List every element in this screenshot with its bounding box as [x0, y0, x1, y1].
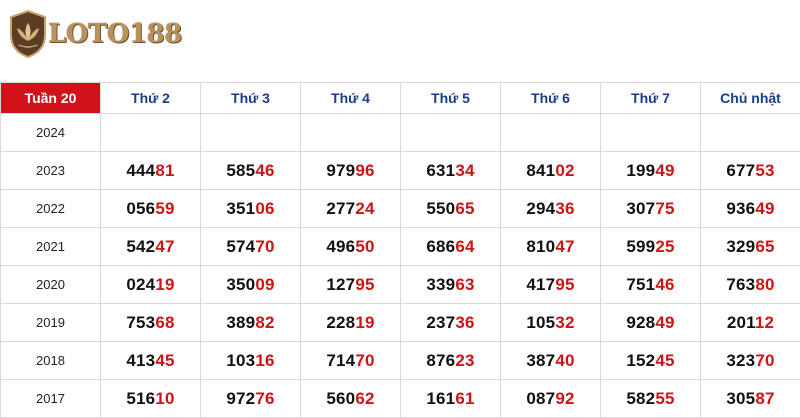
result-number [226, 313, 274, 332]
result-number-head: 087 [526, 389, 555, 408]
result-cell [501, 380, 601, 418]
result-number-head: 928 [626, 313, 655, 332]
result-number-head: 516 [126, 389, 155, 408]
result-cell [501, 114, 601, 152]
result-number-tail: 02 [555, 161, 574, 180]
result-number-head: 542 [126, 237, 155, 256]
result-number-head: 413 [126, 351, 155, 370]
year-cell: 2017 [1, 380, 101, 418]
result-number [726, 351, 774, 370]
result-number-tail: 62 [355, 389, 374, 408]
result-number [126, 161, 174, 180]
result-number-tail: 49 [755, 199, 774, 218]
result-cell [301, 380, 401, 418]
result-number-head: 277 [326, 199, 355, 218]
column-header: Chủ nhật [701, 83, 800, 114]
result-cell [601, 380, 701, 418]
result-number-tail: 49 [655, 313, 674, 332]
result-number-head: 127 [326, 275, 355, 294]
result-cell [501, 228, 601, 266]
result-cell [101, 342, 201, 380]
result-cell [601, 190, 701, 228]
result-cell [401, 380, 501, 418]
result-number [426, 351, 474, 370]
column-header: Thứ 3 [201, 83, 301, 114]
result-number-tail: 10 [155, 389, 174, 408]
result-number [126, 237, 174, 256]
result-number [727, 313, 774, 332]
result-number [426, 313, 474, 332]
result-number [126, 351, 174, 370]
result-cell [101, 304, 201, 342]
result-number-tail: 95 [555, 275, 574, 294]
result-number [526, 237, 574, 256]
result-cell [401, 342, 501, 380]
result-number-head: 228 [326, 313, 355, 332]
result-number-tail: 19 [355, 313, 374, 332]
result-cell [401, 152, 501, 190]
table-row [1, 380, 800, 418]
result-number-head: 323 [726, 351, 755, 370]
result-cell [101, 266, 201, 304]
result-number-head: 631 [426, 161, 455, 180]
result-number-head: 389 [226, 313, 255, 332]
result-number-tail: 70 [355, 351, 374, 370]
result-number-tail: 70 [755, 351, 774, 370]
result-number-tail: 34 [455, 161, 474, 180]
result-cell [301, 342, 401, 380]
year-cell: 2020 [1, 266, 101, 304]
result-number [726, 237, 774, 256]
result-number-tail: 40 [555, 351, 574, 370]
result-cell [101, 228, 201, 266]
result-cell [401, 266, 501, 304]
result-number [226, 237, 274, 256]
result-cell [401, 190, 501, 228]
result-number-tail: 95 [355, 275, 374, 294]
result-number-head: 810 [526, 237, 555, 256]
result-cell [701, 342, 800, 380]
result-number [626, 237, 674, 256]
result-number-tail: 76 [255, 389, 274, 408]
result-number-tail: 46 [255, 161, 274, 180]
result-number-head: 560 [326, 389, 355, 408]
result-number [226, 161, 274, 180]
result-number-tail: 25 [655, 237, 674, 256]
result-cell [201, 228, 301, 266]
result-number [526, 199, 574, 218]
result-number-tail: 47 [555, 237, 574, 256]
result-number-head: 417 [526, 275, 555, 294]
result-number [326, 199, 374, 218]
result-number-tail: 50 [355, 237, 374, 256]
result-number [426, 389, 474, 408]
result-number-tail: 36 [455, 313, 474, 332]
result-number [326, 237, 374, 256]
brand-logo[interactable] [8, 6, 182, 62]
result-number [126, 313, 174, 332]
result-number [726, 275, 774, 294]
result-cell [501, 304, 601, 342]
result-cell [601, 266, 701, 304]
result-number-head: 056 [126, 199, 155, 218]
result-cell [101, 114, 201, 152]
result-number [326, 351, 374, 370]
result-cell [501, 152, 601, 190]
result-cell [301, 266, 401, 304]
result-number-tail: 65 [455, 199, 474, 218]
result-number-head: 444 [126, 161, 155, 180]
result-number-head: 972 [226, 389, 255, 408]
result-number [526, 275, 574, 294]
result-number-head: 201 [727, 313, 755, 332]
result-cell [701, 190, 800, 228]
result-number-tail: 75 [655, 199, 674, 218]
column-header: Thứ 7 [601, 83, 701, 114]
result-cell [701, 380, 800, 418]
result-number-tail: 80 [755, 275, 774, 294]
year-cell: 2019 [1, 304, 101, 342]
result-cell [301, 190, 401, 228]
result-number-head: 307 [626, 199, 655, 218]
result-number-head: 329 [726, 237, 755, 256]
result-number-tail: 32 [555, 313, 574, 332]
result-number [226, 275, 274, 294]
result-number [526, 351, 574, 370]
result-cell [201, 342, 301, 380]
result-cell [701, 304, 800, 342]
result-cell [401, 304, 501, 342]
result-number-head: 574 [226, 237, 255, 256]
result-cell [301, 228, 401, 266]
result-number-head: 339 [426, 275, 455, 294]
result-number-head: 199 [626, 161, 655, 180]
result-number-tail: 65 [755, 237, 774, 256]
result-number-head: 103 [226, 351, 255, 370]
column-header: Thứ 5 [401, 83, 501, 114]
result-number-tail: 24 [355, 199, 374, 218]
result-cell [201, 266, 301, 304]
result-number [326, 275, 374, 294]
result-number-tail: 19 [155, 275, 174, 294]
result-number-head: 936 [726, 199, 755, 218]
result-cell [401, 228, 501, 266]
result-cell [601, 114, 701, 152]
result-number-head: 582 [626, 389, 655, 408]
result-number [626, 275, 674, 294]
result-number-tail: 23 [455, 351, 474, 370]
result-number-head: 305 [726, 389, 755, 408]
result-number-head: 876 [426, 351, 455, 370]
result-cell [101, 152, 201, 190]
result-cell [701, 266, 800, 304]
result-number-tail: 47 [155, 237, 174, 256]
result-number-head: 841 [526, 161, 555, 180]
result-number-tail: 92 [555, 389, 574, 408]
table-row [1, 304, 800, 342]
result-number [626, 199, 674, 218]
result-number [326, 389, 374, 408]
result-number [426, 161, 474, 180]
lotus-shield-icon [8, 9, 48, 59]
result-number [526, 389, 574, 408]
result-number-head: 979 [326, 161, 355, 180]
result-number-head: 351 [226, 199, 255, 218]
year-cell: 2021 [1, 228, 101, 266]
result-number [626, 313, 674, 332]
table-header-row [1, 83, 800, 114]
result-cell [601, 152, 701, 190]
result-number-tail: 96 [355, 161, 374, 180]
result-number-tail: 45 [155, 351, 174, 370]
column-header: Thứ 2 [101, 83, 201, 114]
result-cell [201, 114, 301, 152]
result-number [126, 199, 174, 218]
result-number [226, 199, 274, 218]
result-cell [601, 304, 701, 342]
result-number [326, 313, 374, 332]
result-cell [501, 342, 601, 380]
result-number-head: 753 [126, 313, 155, 332]
result-number [426, 199, 474, 218]
results-table [0, 82, 800, 418]
result-number-tail: 68 [155, 313, 174, 332]
table-body [1, 114, 800, 418]
result-number-head: 105 [526, 313, 555, 332]
result-number [426, 275, 474, 294]
result-number-head: 161 [426, 389, 455, 408]
result-number-tail: 36 [555, 199, 574, 218]
result-number-tail: 46 [655, 275, 674, 294]
result-number-tail: 61 [455, 389, 474, 408]
result-cell [701, 228, 800, 266]
result-number-head: 350 [226, 275, 255, 294]
result-cell [701, 152, 800, 190]
result-number-tail: 09 [255, 275, 274, 294]
result-number-head: 237 [426, 313, 455, 332]
result-number [426, 237, 474, 256]
result-number-head: 686 [426, 237, 455, 256]
result-number-tail: 55 [655, 389, 674, 408]
result-number-head: 024 [126, 275, 155, 294]
result-cell [401, 114, 501, 152]
result-cell [201, 304, 301, 342]
result-number [626, 389, 674, 408]
result-cell [501, 190, 601, 228]
result-number-head: 763 [726, 275, 755, 294]
result-cell [201, 380, 301, 418]
result-number-tail: 59 [155, 199, 174, 218]
result-number-head: 152 [626, 351, 655, 370]
year-cell: 2018 [1, 342, 101, 380]
result-cell [301, 304, 401, 342]
result-number-head: 585 [226, 161, 255, 180]
result-number-tail: 81 [155, 161, 174, 180]
result-number-tail: 63 [455, 275, 474, 294]
result-number-head: 714 [326, 351, 355, 370]
result-number-tail: 45 [655, 351, 674, 370]
year-cell: 2023 [1, 152, 101, 190]
result-number-tail: 49 [655, 161, 674, 180]
result-number [226, 351, 274, 370]
result-number-tail: 53 [755, 161, 774, 180]
logo-text: LOTO188 [48, 19, 182, 49]
result-number-head: 677 [726, 161, 755, 180]
result-number-head: 751 [626, 275, 655, 294]
result-number [126, 389, 174, 408]
result-number [726, 161, 774, 180]
result-number-head: 387 [526, 351, 555, 370]
week-label: Tuần 20 [1, 83, 101, 114]
result-number-tail: 16 [255, 351, 274, 370]
result-number [326, 161, 374, 180]
year-cell: 2022 [1, 190, 101, 228]
result-number [726, 389, 774, 408]
result-number-head: 550 [426, 199, 455, 218]
column-header: Thứ 4 [301, 83, 401, 114]
column-header: Thứ 6 [501, 83, 601, 114]
result-number-tail: 64 [455, 237, 474, 256]
year-cell: 2024 [1, 114, 101, 152]
result-number-head: 599 [626, 237, 655, 256]
result-cell [101, 380, 201, 418]
result-number-tail: 06 [255, 199, 274, 218]
result-cell [701, 114, 800, 152]
result-cell [301, 114, 401, 152]
result-cell [301, 152, 401, 190]
result-number [526, 161, 574, 180]
result-number [126, 275, 174, 294]
result-number [626, 351, 674, 370]
result-cell [201, 152, 301, 190]
table-row [1, 190, 800, 228]
table-row [1, 342, 800, 380]
result-number [526, 313, 574, 332]
table-row [1, 114, 800, 152]
table-row [1, 266, 800, 304]
result-number-tail: 70 [255, 237, 274, 256]
result-number-tail: 12 [755, 313, 774, 332]
result-number [226, 389, 274, 408]
result-number-head: 294 [526, 199, 555, 218]
result-number [626, 161, 674, 180]
result-cell [101, 190, 201, 228]
result-number-tail: 82 [255, 313, 274, 332]
result-cell [501, 266, 601, 304]
result-cell [601, 342, 701, 380]
result-cell [601, 228, 701, 266]
table-row [1, 152, 800, 190]
result-cell [201, 190, 301, 228]
result-number-head: 496 [326, 237, 355, 256]
result-number [726, 199, 774, 218]
result-number-tail: 87 [755, 389, 774, 408]
table-row [1, 228, 800, 266]
